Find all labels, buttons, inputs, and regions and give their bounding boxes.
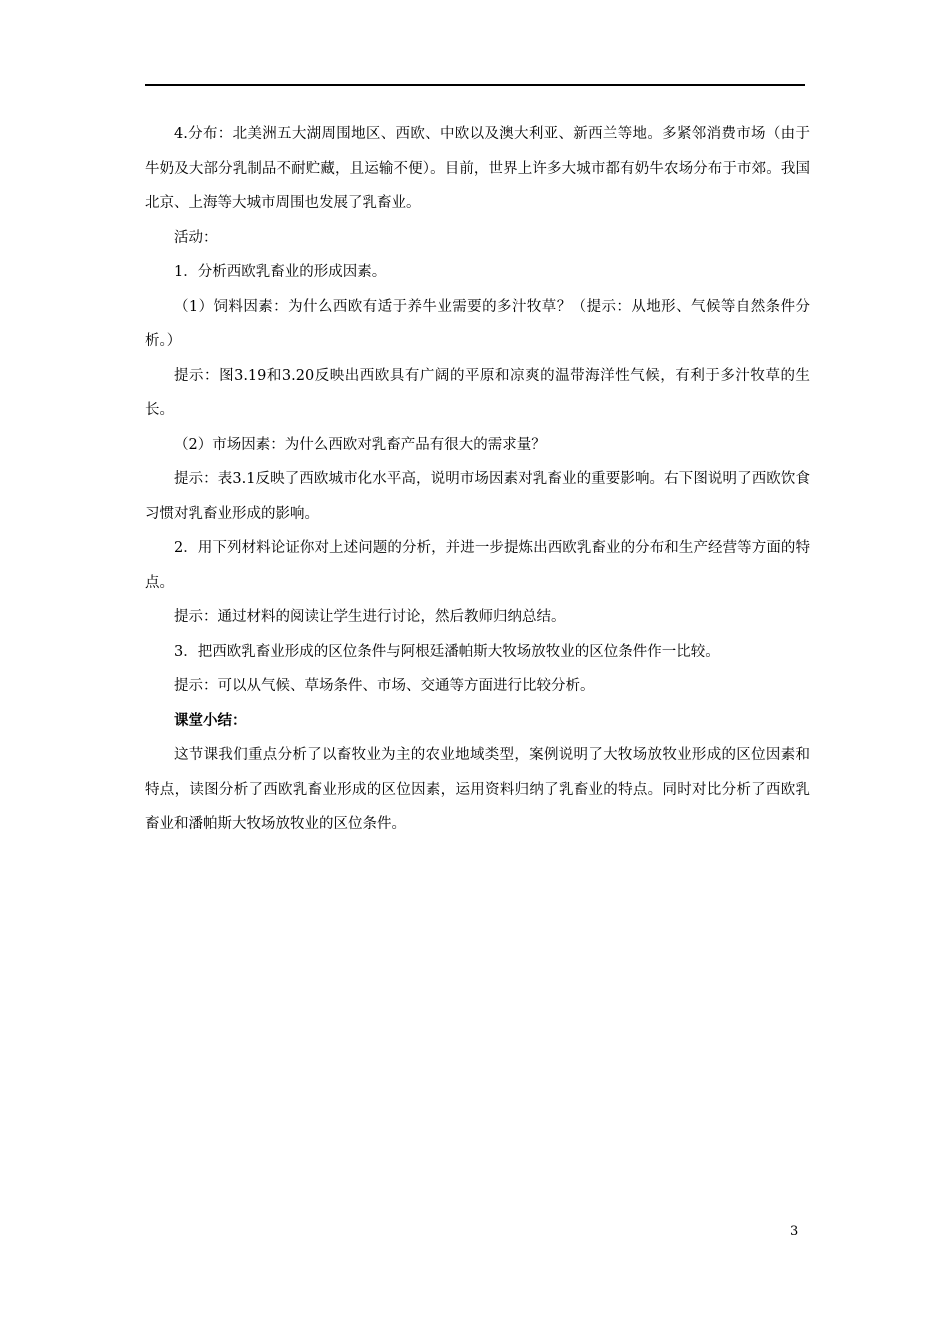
paragraph-activity-label: 活动：	[174, 229, 218, 246]
paragraph-activity-1: 1．分析西欧乳畜业的形成因素。	[174, 264, 387, 280]
header-rule	[145, 84, 805, 86]
paragraph-market-hint: 提示：表3.1反映了西欧城市化水平高，说明市场因素对乳畜业的重要影响。右下图说明了西欧饮食习惯对乳畜业形成的影响。	[145, 471, 810, 522]
page-number: 3	[790, 1224, 799, 1239]
paragraph-activity-2: 2．用下列材料论证你对上述问题的分析，并进一步提炼出西欧乳畜业的分布和生产经营等方面的特点。	[145, 540, 810, 591]
paragraph-feed-hint: 提示：图3.19和3.20反映出西欧具有广阔的平原和凉爽的温带海洋性气候，有利于多汁牧草的生长。	[145, 367, 810, 418]
paragraph-feed-factor: （1）饲料因素：为什么西欧有适于养牛业需要的多汁牧草？（提示：从地形、气候等自然条件分析。）	[145, 298, 810, 349]
paragraph-activity-3-hint: 提示：可以从气候、草场条件、市场、交通等方面进行比较分析。	[174, 678, 595, 694]
paragraph-activity-3: 3．把西欧乳畜业形成的区位条件与阿根廷潘帕斯大牧场放牧业的区位条件作一比较。	[174, 643, 720, 660]
paragraph-market-factor: （2）市场因素：为什么西欧对乳畜产品有很大的需求量？	[174, 436, 546, 453]
summary-text: 这节课我们重点分析了以畜牧业为主的农业地域类型，案例说明了大牧场放牧业形成的区位因素和特点，读图分析了西欧乳畜业形成的区位因素，运用资料归纳了乳畜业的特点。同时对比分析了西欧乳畜业和潘帕斯大牧场放牧业的区位条件。	[145, 747, 810, 832]
summary-heading: 课堂小结：	[174, 711, 247, 729]
paragraph-activity-2-hint: 提示：通过材料的阅读让学生进行讨论，然后教师归纳总结。	[174, 609, 566, 625]
paragraph-distribution: 4.分布：北美洲五大湖周围地区、西欧、中欧以及澳大利亚、新西兰等地。多紧邻消费市场（由于牛奶及大部分乳制品不耐贮藏，且运输不便）。目前，世界上许多大城市都有奶牛农场分布于市郊。我国北京、上海等大城市周围也发展了乳畜业。	[145, 126, 810, 211]
document-body	[145, 117, 810, 842]
